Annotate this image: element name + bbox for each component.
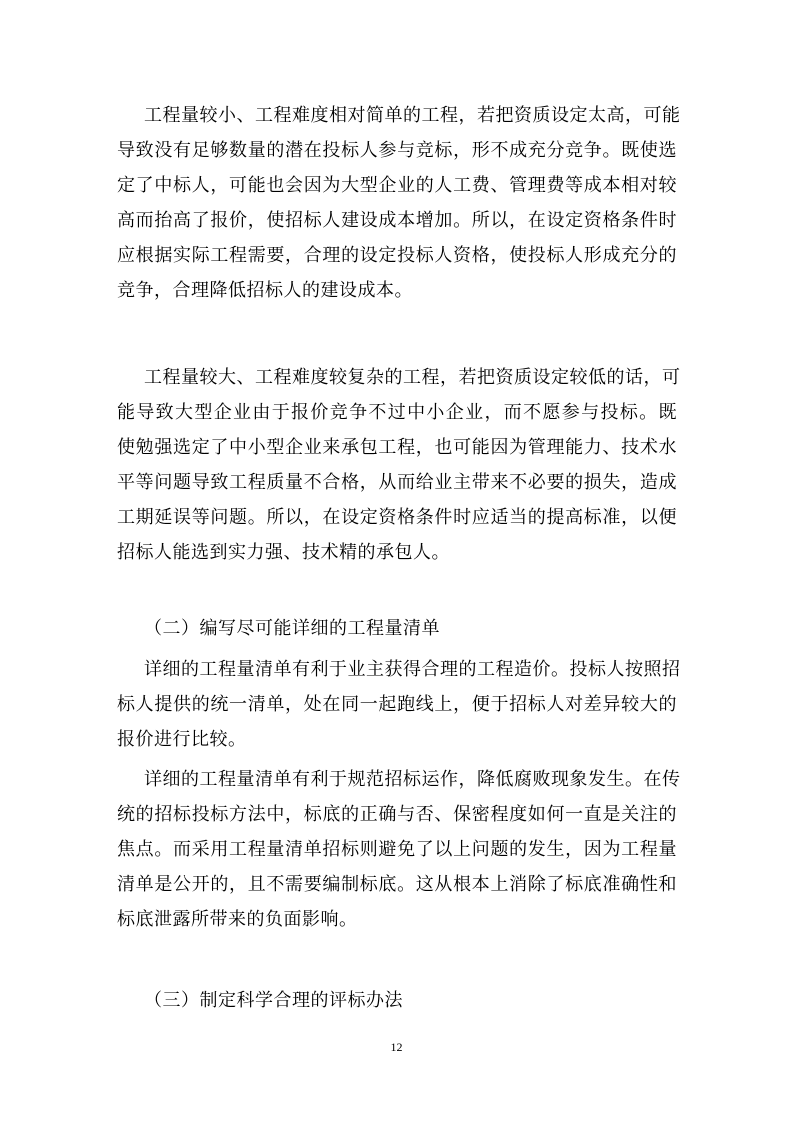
paragraph-line: 工程量较大、工程难度较复杂的工程，若把资质设定较低的话，可 bbox=[144, 367, 681, 388]
paragraph-line: 平等问题导致工程质量不合格，从而给业主带来不必要的损失，造成 bbox=[117, 472, 677, 493]
paragraph-line: 标底泄露所带来的负面影响。 bbox=[117, 909, 358, 930]
page-number: 12 bbox=[390, 1040, 403, 1054]
paragraph-line: 焦点。而采用工程量清单招标则避免了以上问题的发生，因为工程量 bbox=[117, 839, 677, 860]
paragraph-line: 高而抬高了报价，使招标人建设成本增加。所以，在设定资格条件时 bbox=[117, 210, 677, 231]
paragraph-line: 应根据实际工程需要，合理的设定投标人资格，使投标人形成充分的 bbox=[117, 245, 677, 266]
paragraph-line: 报价进行比较。 bbox=[117, 729, 247, 750]
paragraph-1 bbox=[117, 98, 681, 308]
paragraph-line: 能导致大型企业由于报价竞争不过中小企业，而不愿参与投标。既 bbox=[117, 402, 677, 423]
paragraph-line: 详细的工程量清单有利于业主获得合理的工程造价。投标人按照招 bbox=[144, 659, 681, 680]
paragraph-2 bbox=[117, 360, 681, 570]
section-heading-3: （三）制定科学合理的评标办法 bbox=[144, 990, 403, 1011]
paragraph-line: 工期延误等问题。所以，在设定资格条件时应适当的提高标准，以便 bbox=[117, 507, 677, 528]
paragraph-line: 工程量较小、工程难度相对简单的工程，若把资质设定太高，可能 bbox=[144, 105, 681, 126]
paragraph-line: 标人提供的统一清单，处在同一起跑线上，便于招标人对差异较大的 bbox=[117, 694, 677, 715]
paragraph-line: 统的招标投标方法中，标底的正确与否、保密程度如何一直是关注的 bbox=[117, 804, 677, 825]
paragraph-line: 清单是公开的，且不需要编制标底。这从根本上消除了标底准确性和 bbox=[117, 874, 677, 895]
section-heading-2: （二）编写尽可能详细的工程量清单 bbox=[144, 618, 440, 639]
paragraph-line: 招标人能选到实力强、技术精的承包人。 bbox=[117, 542, 450, 563]
paragraph-4 bbox=[117, 762, 681, 937]
paragraph-line: 导致没有足够数量的潜在投标人参与竞标，形不成充分竞争。既使选 bbox=[117, 140, 677, 161]
paragraph-line: 竞争，合理降低招标人的建设成本。 bbox=[117, 280, 413, 301]
paragraph-3 bbox=[117, 652, 681, 757]
paragraph-line: 使勉强选定了中小型企业来承包工程，也可能因为管理能力、技术水 bbox=[117, 437, 677, 458]
paragraph-line: 定了中标人，可能也会因为大型企业的人工费、管理费等成本相对较 bbox=[117, 175, 677, 196]
paragraph-line: 详细的工程量清单有利于规范招标运作，降低腐败现象发生。在传 bbox=[144, 769, 681, 790]
